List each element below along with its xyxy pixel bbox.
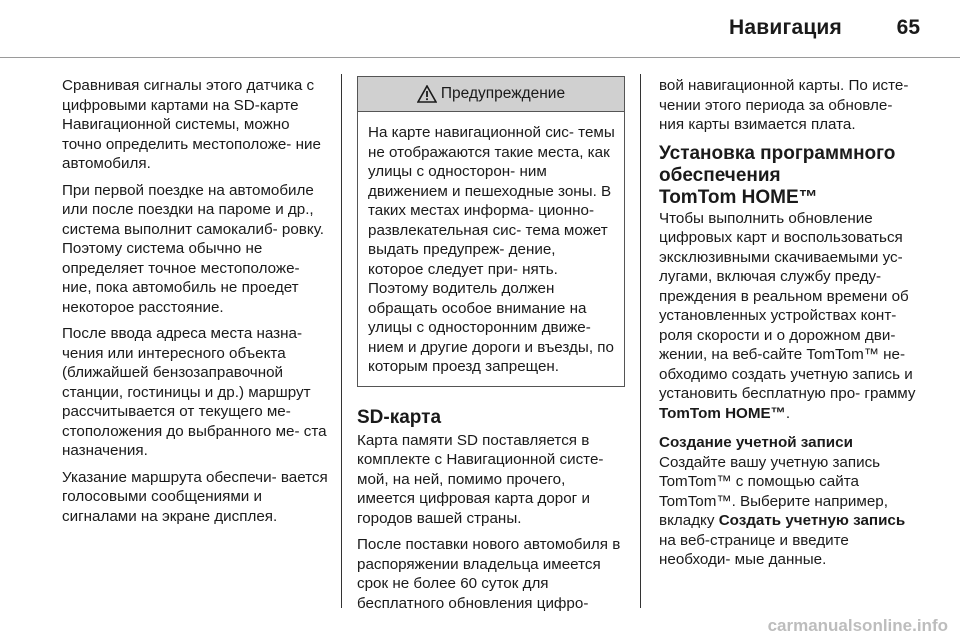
page-header <box>0 0 960 58</box>
warning-triangle-icon <box>417 85 437 103</box>
column-1 <box>62 76 328 533</box>
paragraph: При первой поездке на автомобиле или после поездки на пароме и др., система выполнит самокалиб- ровку. Поэтому система обычно не определяет точное местоположе- ние, пока автомобиль не проедет некоторое расстояние. <box>62 181 324 316</box>
column-2 <box>357 76 625 620</box>
section-heading-install <box>659 143 921 209</box>
tab-name: Создать учетную запись <box>718 512 906 529</box>
paragraph: После поставки нового автомобиля в распоряжении владельца имеется срок не более 60 суток для бесплатного обновления цифро- <box>357 536 621 612</box>
text-run: . <box>785 404 791 422</box>
warning-box <box>357 76 625 387</box>
paragraph <box>659 453 921 570</box>
header-divider <box>0 57 960 58</box>
text-run: Создайте вашу учетную запись TomTom™ с помощью сайта TomTom™. Выберите например, вкладку <box>659 453 888 529</box>
section-heading-line: TomTom HOME™ <box>659 186 818 208</box>
subheading-create-account: Создание учетной записи <box>659 434 853 451</box>
paragraph: Сравнивая сигналы этого датчика с цифровыми картами на SD-карте Навигационной системы, можно точно определить местоположе- ние автомобиля. <box>62 77 321 172</box>
section-heading-sd-card: SD-карта <box>357 406 442 428</box>
column-3 <box>659 76 921 577</box>
section-heading-line: Установка программного обеспечения <box>659 142 896 186</box>
paragraph: вой навигационной карты. По исте- чении этого периода за обновле- ния карты взимается плата. <box>659 77 909 133</box>
software-name: TomTom HOME™ <box>659 404 786 422</box>
column-divider-2 <box>640 74 641 608</box>
paragraph: Указание маршрута обеспечи- вается голосовыми сообщениями и сигналами на экране дисплея. <box>62 468 328 525</box>
text-run: на веб-странице и введите необходи- мые данные. <box>659 531 849 568</box>
paragraph <box>659 209 921 424</box>
text-run: Чтобы выполнить обновление цифровых карт и воспользоваться эксклюзивными скачиваемыми ус- лугами, включая службу преду- преждения в реальном времени об установленных устройствах конт- роля скорости и о дорожном дви- жении, на веб-сайте TomTom™ не- обходимо создать учетную запись и установить бесплатную про- грамму <box>659 209 916 402</box>
page-number: 65 <box>896 16 920 39</box>
watermark: carmanualsonline.info <box>767 616 948 635</box>
paragraph: После ввода адреса места назна- чения или интересного объекта (ближайшей бензозаправочной станции, гостиницы и др.) маршрут рассчитывается от текущего ме- стоположения до выбранного ме- ста назначения. <box>62 325 327 459</box>
page-title: Навигация <box>729 16 842 39</box>
warning-text: На карте навигационной сис- темы не отображаются такие места, как улицы с односторон- ним движением и пешеходные зоны. В таких местах информа- ционно-развлекательная сис- тема может выдать предупреж- дение, которое следует при- нять. Поэтому водитель должен обращать особое внимание на улицы с односторонним движе- нием и другие дороги и въезды, по которым проезд запрещен. <box>368 124 615 375</box>
column-divider-1 <box>341 74 342 608</box>
paragraph: Карта памяти SD поставляется в комплекте с Навигационной систе- мой, на ней, помимо прочего, имеется цифровая карта дорог и городов вашей страны. <box>357 431 604 527</box>
warning-title: Предупреждение <box>440 85 566 103</box>
warning-header <box>358 77 624 112</box>
